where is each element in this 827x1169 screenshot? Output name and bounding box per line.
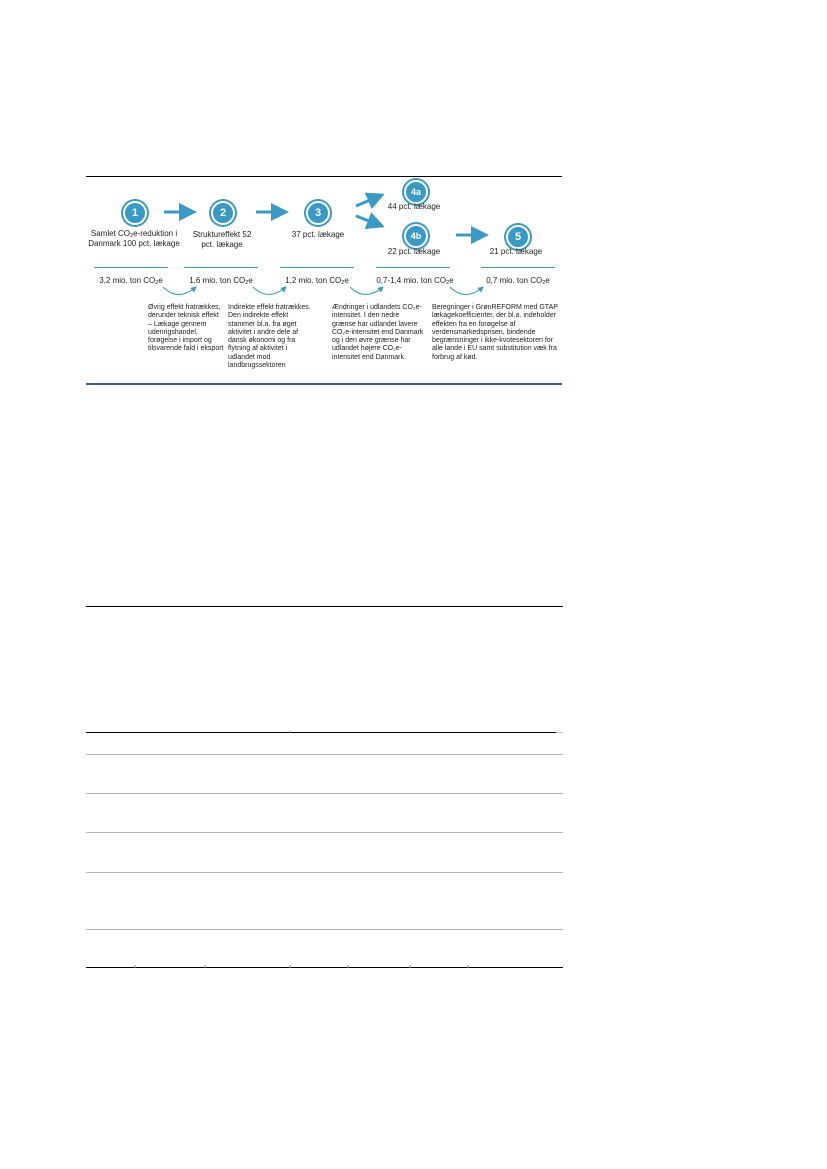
stage-1-number: 1 <box>131 207 139 219</box>
stage-5-label: 21 pct. lækage <box>489 247 543 256</box>
amount-5: 0,7 mio. ton $CO_2e$ <box>486 276 550 286</box>
stage-4b-label: 22 pct. lækage <box>387 247 441 256</box>
stage-3-number: 3 <box>314 207 322 219</box>
note-1: Øvrig effekt fratrækkes, derunder teknisk effekt – Lækage gennem udenrigshandel, forøgelse i import og tilsvarende fald i eksport <box>148 304 224 353</box>
amount-3: 1,2 mio. ton $CO_2e$ <box>285 276 349 286</box>
note-3: Ændringer i udlandets CO₂e-intensitet. I den nedre grænse har udlandet lavere CO₂e-intensitet end Danmark og i den øvre grænse har udlandet højere CO₂e-intensitet end Danmark. <box>332 304 424 361</box>
amount-1: 3,2 mio. ton $CO_2e$ <box>99 276 163 286</box>
stage-5-number: 5 <box>514 231 522 243</box>
stage-4a-label: 44 pct. lækage <box>387 202 441 211</box>
stage-4b-number: 4b <box>410 231 422 241</box>
stage-1-label: Samlet $CO_2e$-reduktion i Danmark 100 pct. lækage <box>88 229 180 248</box>
stage-2-label: Struktureffekt 52 pct. lækage <box>192 230 252 249</box>
amount-2: 1,6 mio. ton $CO_2e$ <box>189 276 253 286</box>
note-2: Indirekte effekt fratrækkes. Den indirekte effekt stammer bl.a. fra øget aktivitet i andre dele af dansk økonomi og fra flytning af aktivitet i udlandet mod landbrugssektoren <box>228 304 311 370</box>
stage-3-label: 37 pct. lækage <box>291 230 345 239</box>
amount-4: 0,7-1,4 mio. ton $CO_2e$ <box>376 276 454 286</box>
stage-4a-number: 4a <box>410 187 421 197</box>
note-4: Beregninger i GrønREFORM med GTAP lækagekoefficienter, der bl.a. indeholder effekten fra en forøgelse af verdensmarkedsprisen, bindende begrænsninger i ikke-kvotesektoren for alle lande i EU samt substitution væk fra forbrug af kød. <box>432 304 558 361</box>
stage-2-number: 2 <box>219 207 227 219</box>
